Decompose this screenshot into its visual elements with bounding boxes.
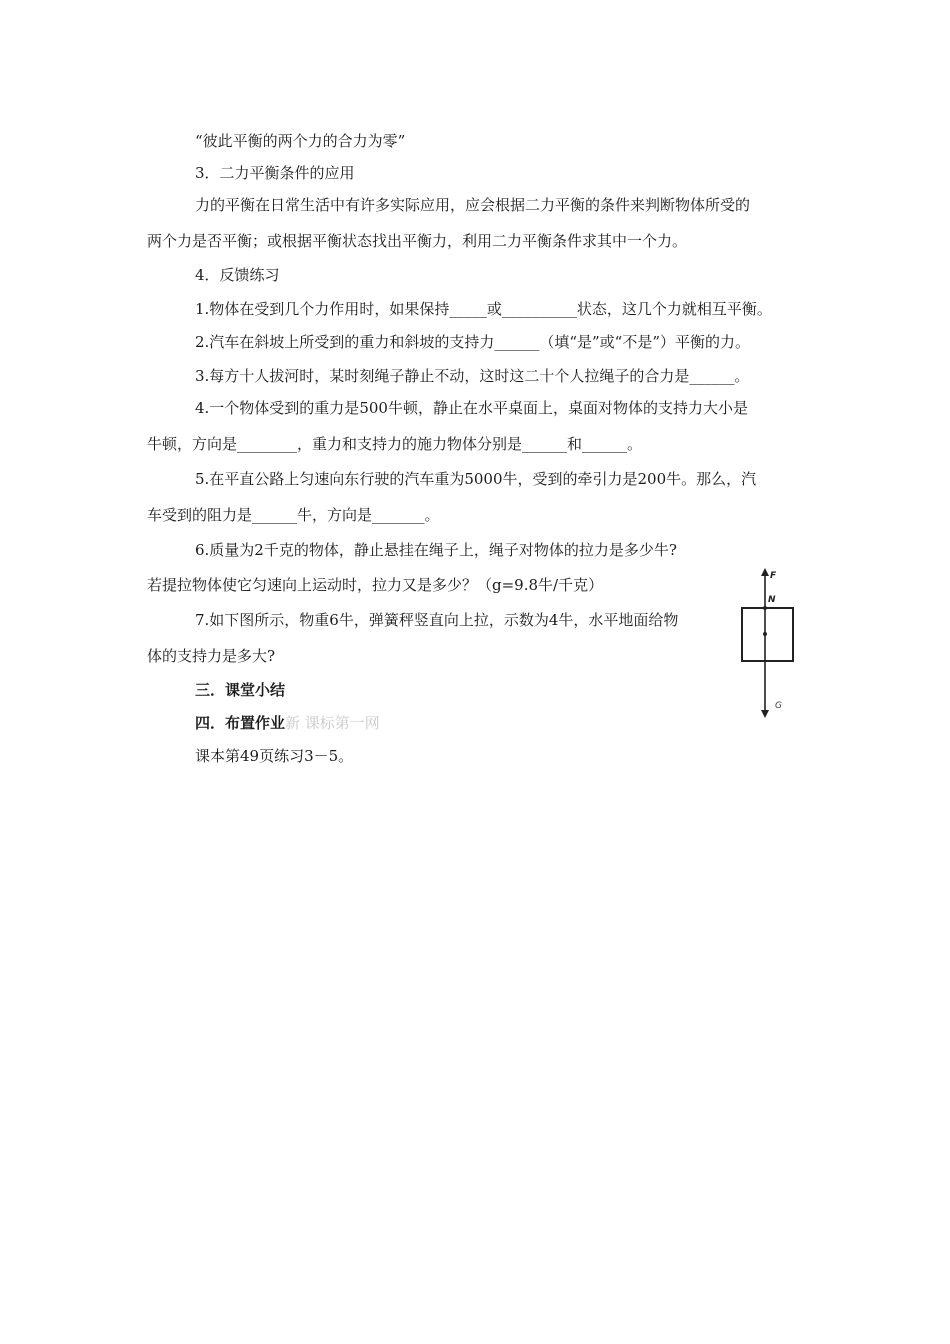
- label-f: F: [770, 571, 777, 581]
- section-summary-heading: 三．课堂小结: [195, 681, 286, 699]
- top-point: [763, 606, 767, 610]
- question-2: 2.汽车在斜坡上所受到的重力和斜坡的支持力______（填“是”或“不是”）平衡的力。: [195, 333, 750, 351]
- question-6-line-2: 若提拉物体使它匀速向上运动时，拉力又是多少？（g=9.8牛/千克）: [147, 576, 604, 594]
- section-homework-heading: 四．布置作业: [195, 714, 286, 732]
- force-diagram: [728, 566, 808, 722]
- watermark-text: 新 课标第一网: [285, 714, 380, 732]
- text-line: “彼此平衡的两个力的合力为零”: [195, 132, 406, 150]
- label-g: G: [775, 701, 782, 711]
- question-7-line-1: 7.如下图所示，物重6牛，弹簧秤竖直向上拉，示数为4牛，水平地面给物: [195, 611, 679, 629]
- question-5-line-1: 5.在平直公路上匀速向东行驶的汽车重为5000牛，受到的牵引力是200牛。那么，汽: [195, 470, 757, 488]
- text-line: 力的平衡在日常生活中有许多实际应用，应会根据二力平衡的条件来判断物体所受的: [195, 196, 751, 214]
- question-5-line-2: 车受到的阻力是______牛，方向是_______。: [147, 506, 440, 524]
- section-heading: 4．反馈练习: [195, 266, 280, 284]
- question-3: 3.每方十人拔河时，某时刻绳子静止不动，这时这二十个人拉绳子的合力是______。: [195, 367, 750, 385]
- homework-text: 课本第49页练习3－5。: [195, 747, 354, 765]
- block: [742, 608, 793, 661]
- question-1: 1.物体在受到几个力作用时，如果保持_____或__________状态，这几个力就相互平衡。: [195, 300, 772, 318]
- question-4-line-2: 牛顿，方向是________，重力和支持力的施力物体分别是______和______。: [147, 435, 643, 453]
- text-line: 两个力是否平衡；或根据平衡状态找出平衡力，利用二力平衡条件求其中一个力。: [147, 232, 688, 250]
- question-4-line-1: 4.一个物体受到的重力是500牛顿，静止在水平桌面上，桌面对物体的支持力大小是: [195, 399, 748, 417]
- question-7-line-2: 体的支持力是多大?: [147, 647, 276, 665]
- question-6-line-1: 6.质量为2千克的物体，静止悬挂在绳子上，绳子对物体的拉力是多少牛?: [195, 541, 677, 559]
- section-homework-row: [195, 713, 380, 733]
- label-n: N: [768, 595, 776, 605]
- section-heading: 3．二力平衡条件的应用: [195, 164, 355, 182]
- center-point: [763, 632, 767, 636]
